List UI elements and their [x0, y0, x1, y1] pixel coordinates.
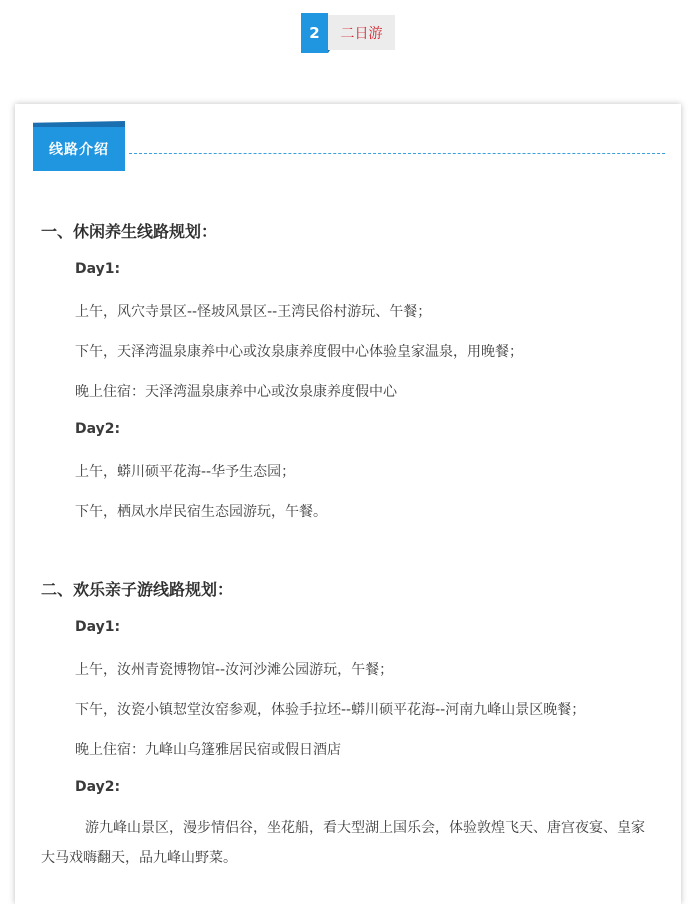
itinerary-line: 下午，天泽湾温泉康养中心或汝泉康养度假中心体验皇家温泉，用晚餐；: [75, 344, 523, 360]
itinerary-line: 上午，蟒川硕平花海--华予生态园；: [75, 464, 296, 480]
day-label: Day2:: [75, 421, 121, 437]
section-title-2: 二、欢乐亲子游线路规划：: [41, 580, 234, 599]
itinerary-paragraph: 游九峰山景区，漫步情侣谷，坐花船，看大型湖上国乐会，体验敦煌飞天、唐宫夜宴、皇家大马戏嗨翻天，品九峰山野菜。: [41, 820, 645, 866]
route-tab: [33, 121, 125, 171]
day-label: Day1:: [75, 619, 121, 635]
dashed-divider: [129, 153, 665, 154]
badge-number: 2: [301, 13, 328, 53]
itinerary-line: 晚上住宿：九峰山乌篷雅居民宿或假日酒店: [75, 742, 341, 758]
route-card: [15, 104, 681, 904]
section-title-1: 一、休闲养生线路规划：: [41, 222, 218, 241]
day-label: Day1:: [75, 261, 121, 277]
itinerary-line: 上午，汝州青瓷博物馆--汝河沙滩公园游玩，午餐；: [75, 662, 394, 678]
day-label: Day2:: [75, 779, 121, 795]
tab-label: 线路介绍: [33, 127, 125, 171]
itinerary-line: 下午，栖凤水岸民宿生态园游玩，午餐。: [75, 504, 327, 520]
itinerary-line: 上午，风穴寺景区--怪坡风景区--王湾民俗村游玩、午餐；: [75, 304, 432, 320]
itinerary-line: 晚上住宿：天泽湾温泉康养中心或汝泉康养度假中心: [75, 384, 397, 400]
badge-title: 二日游: [328, 15, 395, 50]
itinerary-line: 下午，汝瓷小镇恝堂汝窑参观，体验手拉坯--蟒川硕平花海--河南九峰山景区晚餐；: [75, 702, 586, 718]
